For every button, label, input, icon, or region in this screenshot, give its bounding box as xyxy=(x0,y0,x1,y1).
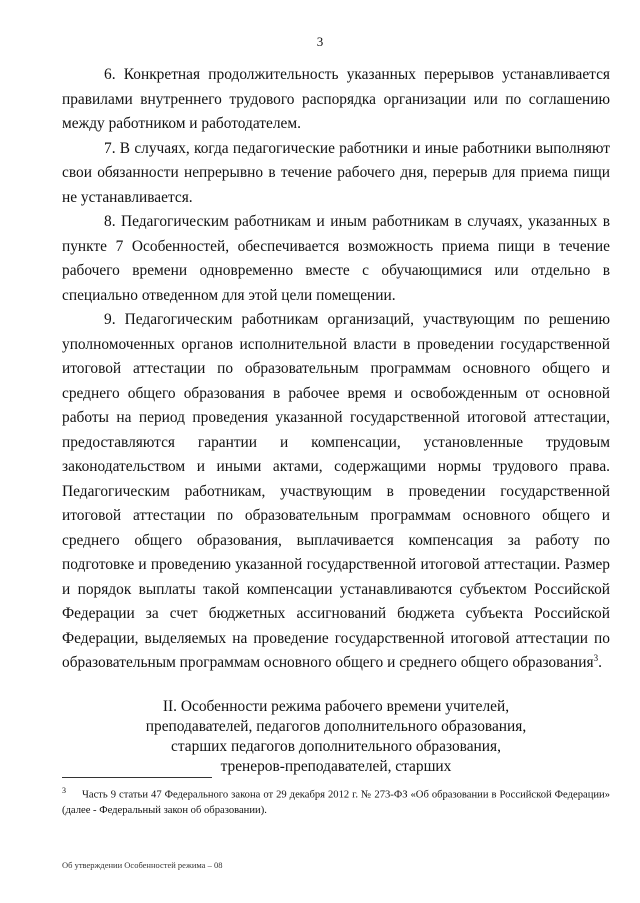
paragraph-9 xyxy=(62,308,610,676)
page-number: 3 xyxy=(316,34,324,49)
footnote-mark: 3 xyxy=(62,786,66,795)
paragraph-9-text: 9. Педагогическим работникам организаций, участвующим по решению уполномоченных органов исполнительной власти в проведении государственной итоговой аттестации по образовательным программам основного общего и среднего общего образования в рабочее время и освобожденным от основной работы на период проведения указанной государственной итоговой аттестации, предоставляются гарантии и компенсации, установленные трудовым законодательством и иными актами, содержащими нормы трудового права. Педагогическим работникам, участвующим в проведении государственной итоговой аттестации по образовательным программам основного общего и среднего общего образования, выплачивается компенсация за работу по подготовке и проведению указанной государственной итоговой аттестации. Размер и порядок выплаты такой компенсации устанавливаются субъектом Российской Федерации за счет бюджетных ассигнований бюджета субъекта Российской Федерации, выделяемых на проведение государственной итоговой аттестации по образовательным программам основного общего и среднего общего образования xyxy=(62,311,610,671)
section-heading-line: преподавателей, педагогов дополнительного образования, xyxy=(145,718,527,735)
footnote-divider xyxy=(62,777,212,778)
paragraph-6: 6. Конкретная продолжительность указанных перерывов устанавливается правилами внутреннего трудового распорядка организации или по соглашению между работником и работодателем. xyxy=(62,66,610,132)
paragraph-8: 8. Педагогическим работникам и иным работникам в случаях, указанных в пункте 7 Особенностей, обеспечивается возможность приема пищи в течение рабочего времени одновременно вместе с обучающимися или отдельно в специально отведенном для этой цели помещении. xyxy=(62,213,610,304)
section-heading-line: старших педагогов дополнительного образования, xyxy=(171,738,501,755)
paragraph-7: 7. В случаях, когда педагогические работники и иные работники выполняют свои обязанности непрерывно в течение рабочего дня, перерыв для приема пищи не устанавливается. xyxy=(62,139,610,206)
paragraph-9-end: . xyxy=(598,654,602,671)
footnote-text: Часть 9 статьи 47 Федерального закона от 29 декабря 2012 г. № 273-ФЗ «Об образовании в Российской Федерации» (далее - Федеральный закон об образовании). xyxy=(62,789,610,816)
footnote xyxy=(62,783,610,818)
document-body xyxy=(62,63,610,676)
section-heading-line: тренеров-преподавателей, старших xyxy=(220,758,452,775)
footnote-reference[interactable]: 3 xyxy=(593,652,599,663)
section-heading xyxy=(62,697,610,777)
footer-note: Об утверждении Особенностей режима – 08 xyxy=(62,860,223,870)
section-heading-line: II. Особенности режима рабочего времени учителей, xyxy=(162,698,510,715)
